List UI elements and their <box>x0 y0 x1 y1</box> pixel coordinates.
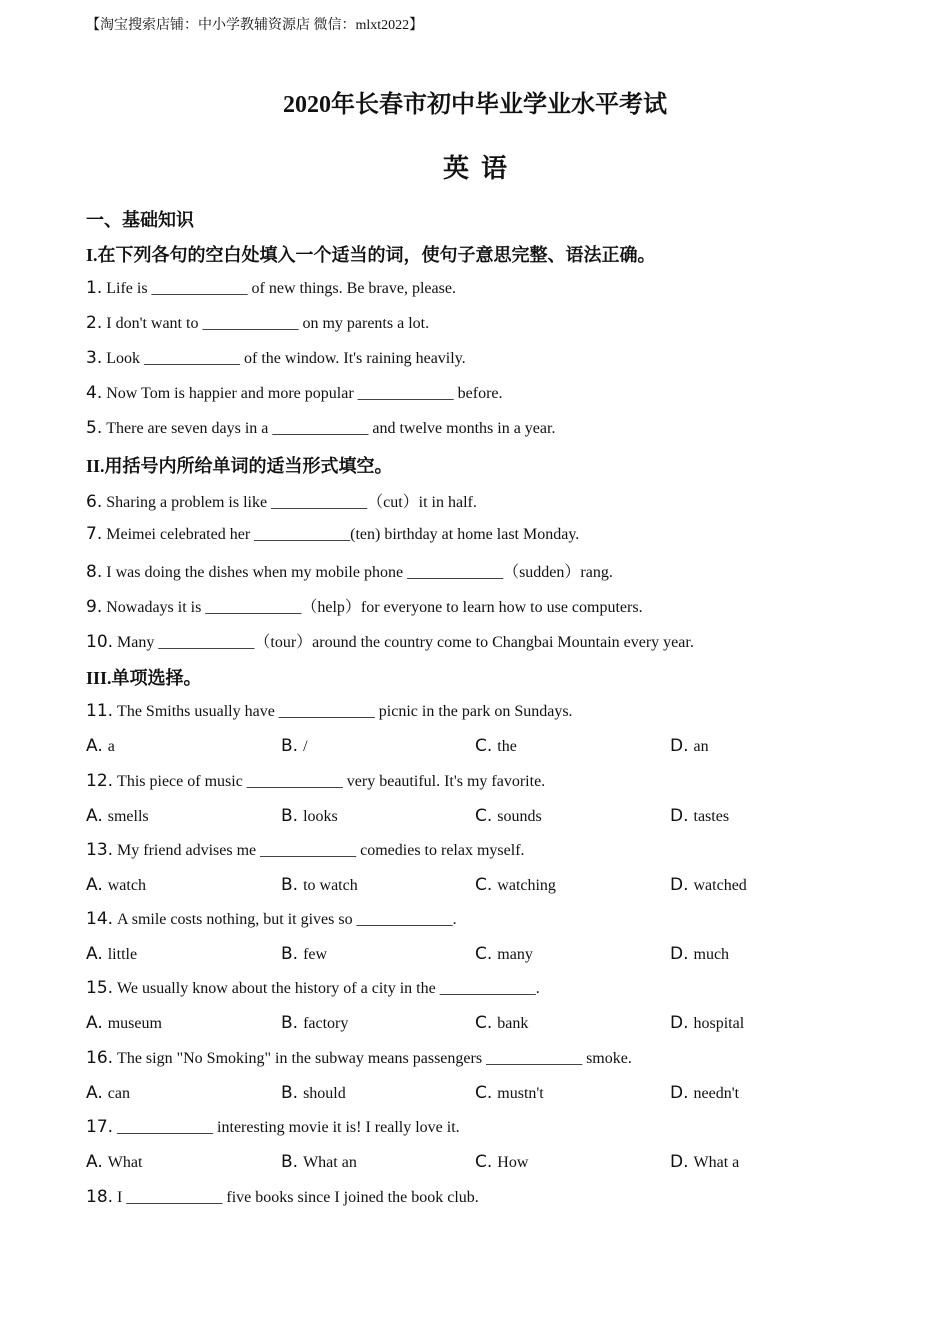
question-text: I ____________ five books since I joined the book club. <box>117 1189 479 1206</box>
question-text: ____________ interesting movie it is! I really love it. <box>117 1119 460 1136</box>
option-a: A. can <box>86 1083 130 1103</box>
option-a: A. smells <box>86 806 149 826</box>
part-heading: 一、基础知识 <box>86 210 194 230</box>
question-number: 6. <box>86 492 103 512</box>
option-d: D. What a <box>670 1152 740 1172</box>
question-number: 9. <box>86 597 103 617</box>
question-number: 8. <box>86 562 103 582</box>
question-number: 4. <box>86 383 103 403</box>
question-text: Meimei celebrated her ____________(ten) birthday at home last Monday. <box>106 526 580 543</box>
question-3 <box>86 348 466 368</box>
subject-title: 英语 <box>442 154 519 183</box>
section-heading-1: I.在下列各句的空白处填入一个适当的词，使句子意思完整、语法正确。 <box>86 245 656 265</box>
option-d: D. hospital <box>670 1013 745 1033</box>
question-4 <box>86 383 503 403</box>
question-10 <box>86 629 694 652</box>
question-text: We usually know about the history of a city in the ____________. <box>117 980 540 997</box>
option-d: D. tastes <box>670 806 730 826</box>
option-a: A. a <box>86 736 115 756</box>
option-b: B. / <box>281 736 308 756</box>
question-number: 18. <box>86 1187 114 1207</box>
question-text: My friend advises me ____________ comedies to relax myself. <box>117 842 525 859</box>
question-17 <box>86 1117 460 1137</box>
option-b: B. What an <box>281 1152 357 1172</box>
option-d: D. needn't <box>670 1083 740 1103</box>
section-heading-2: II.用括号内所给单词的适当形式填空。 <box>86 456 393 476</box>
option-a: A. little <box>86 944 138 964</box>
option-a: A. What <box>86 1152 143 1172</box>
question-text: Life is ____________ of new things. Be brave, please. <box>106 280 456 297</box>
option-a: A. museum <box>86 1013 162 1033</box>
question-18 <box>86 1187 479 1207</box>
shop-banner: 【淘宝搜索店铺：中小学教辅资源店 微信：mlxt2022】 <box>86 18 424 33</box>
option-c: C. watching <box>475 875 556 895</box>
option-c: C. mustn't <box>475 1083 544 1103</box>
section-heading-3: III.单项选择。 <box>86 668 202 688</box>
question-2 <box>86 313 429 333</box>
question-number: 15. <box>86 978 114 998</box>
question-text: The Smiths usually have ____________ picnic in the park on Sundays. <box>117 703 573 720</box>
exam-title: 2020年长春市初中毕业学业水平考试 <box>283 92 667 118</box>
question-number: 3. <box>86 348 103 368</box>
question-11 <box>86 701 573 721</box>
question-number: 14. <box>86 909 114 929</box>
question-text: There are seven days in a ____________ and twelve months in a year. <box>106 420 556 437</box>
question-1 <box>86 278 456 298</box>
question-text: I was doing the dishes when my mobile phone ____________（sudden）rang. <box>106 564 613 581</box>
question-text: A smile costs nothing, but it gives so ____________. <box>117 911 457 928</box>
question-number: 16. <box>86 1048 114 1068</box>
question-15 <box>86 978 540 998</box>
question-16 <box>86 1048 632 1068</box>
option-b: B. should <box>281 1083 346 1103</box>
question-text: Sharing a problem is like ____________（cut）it in half. <box>106 494 477 511</box>
question-12 <box>86 771 545 791</box>
question-7 <box>86 524 579 544</box>
option-c: C. How <box>475 1152 529 1172</box>
option-c: C. bank <box>475 1013 529 1033</box>
question-text: Now Tom is happier and more popular ____________ before. <box>106 385 503 402</box>
question-6 <box>86 489 477 512</box>
option-d: D. much <box>670 944 730 964</box>
question-text: This piece of music ____________ very beautiful. It's my favorite. <box>117 773 546 790</box>
option-c: C. the <box>475 736 517 756</box>
option-c: C. sounds <box>475 806 542 826</box>
option-a: A. watch <box>86 875 146 895</box>
question-number: 17. <box>86 1117 114 1137</box>
question-text: The sign "No Smoking" in the subway means passengers ____________ smoke. <box>117 1050 632 1067</box>
question-text: Nowadays it is ____________（help）for everyone to learn how to use computers. <box>106 599 643 616</box>
question-number: 1. <box>86 278 103 298</box>
question-text: Look ____________ of the window. It's raining heavily. <box>106 350 466 367</box>
question-number: 10. <box>86 632 114 652</box>
question-number: 2. <box>86 313 103 333</box>
option-d: D. watched <box>670 875 747 895</box>
option-c: C. many <box>475 944 533 964</box>
option-b: B. factory <box>281 1013 349 1033</box>
option-b: B. to watch <box>281 875 358 895</box>
option-b: B. few <box>281 944 328 964</box>
question-text: Many ____________（tour）around the country come to Changbai Mountain every year. <box>117 634 694 651</box>
question-number: 7. <box>86 524 103 544</box>
option-b: B. looks <box>281 806 338 826</box>
question-9 <box>86 594 643 617</box>
question-number: 11. <box>86 701 114 721</box>
question-5 <box>86 418 555 438</box>
question-text: I don't want to ____________ on my parents a lot. <box>106 315 430 332</box>
question-14 <box>86 909 457 929</box>
option-d: D. an <box>670 736 709 756</box>
question-number: 12. <box>86 771 114 791</box>
question-number: 5. <box>86 418 103 438</box>
question-13 <box>86 840 525 860</box>
question-8 <box>86 559 613 582</box>
question-number: 13. <box>86 840 114 860</box>
